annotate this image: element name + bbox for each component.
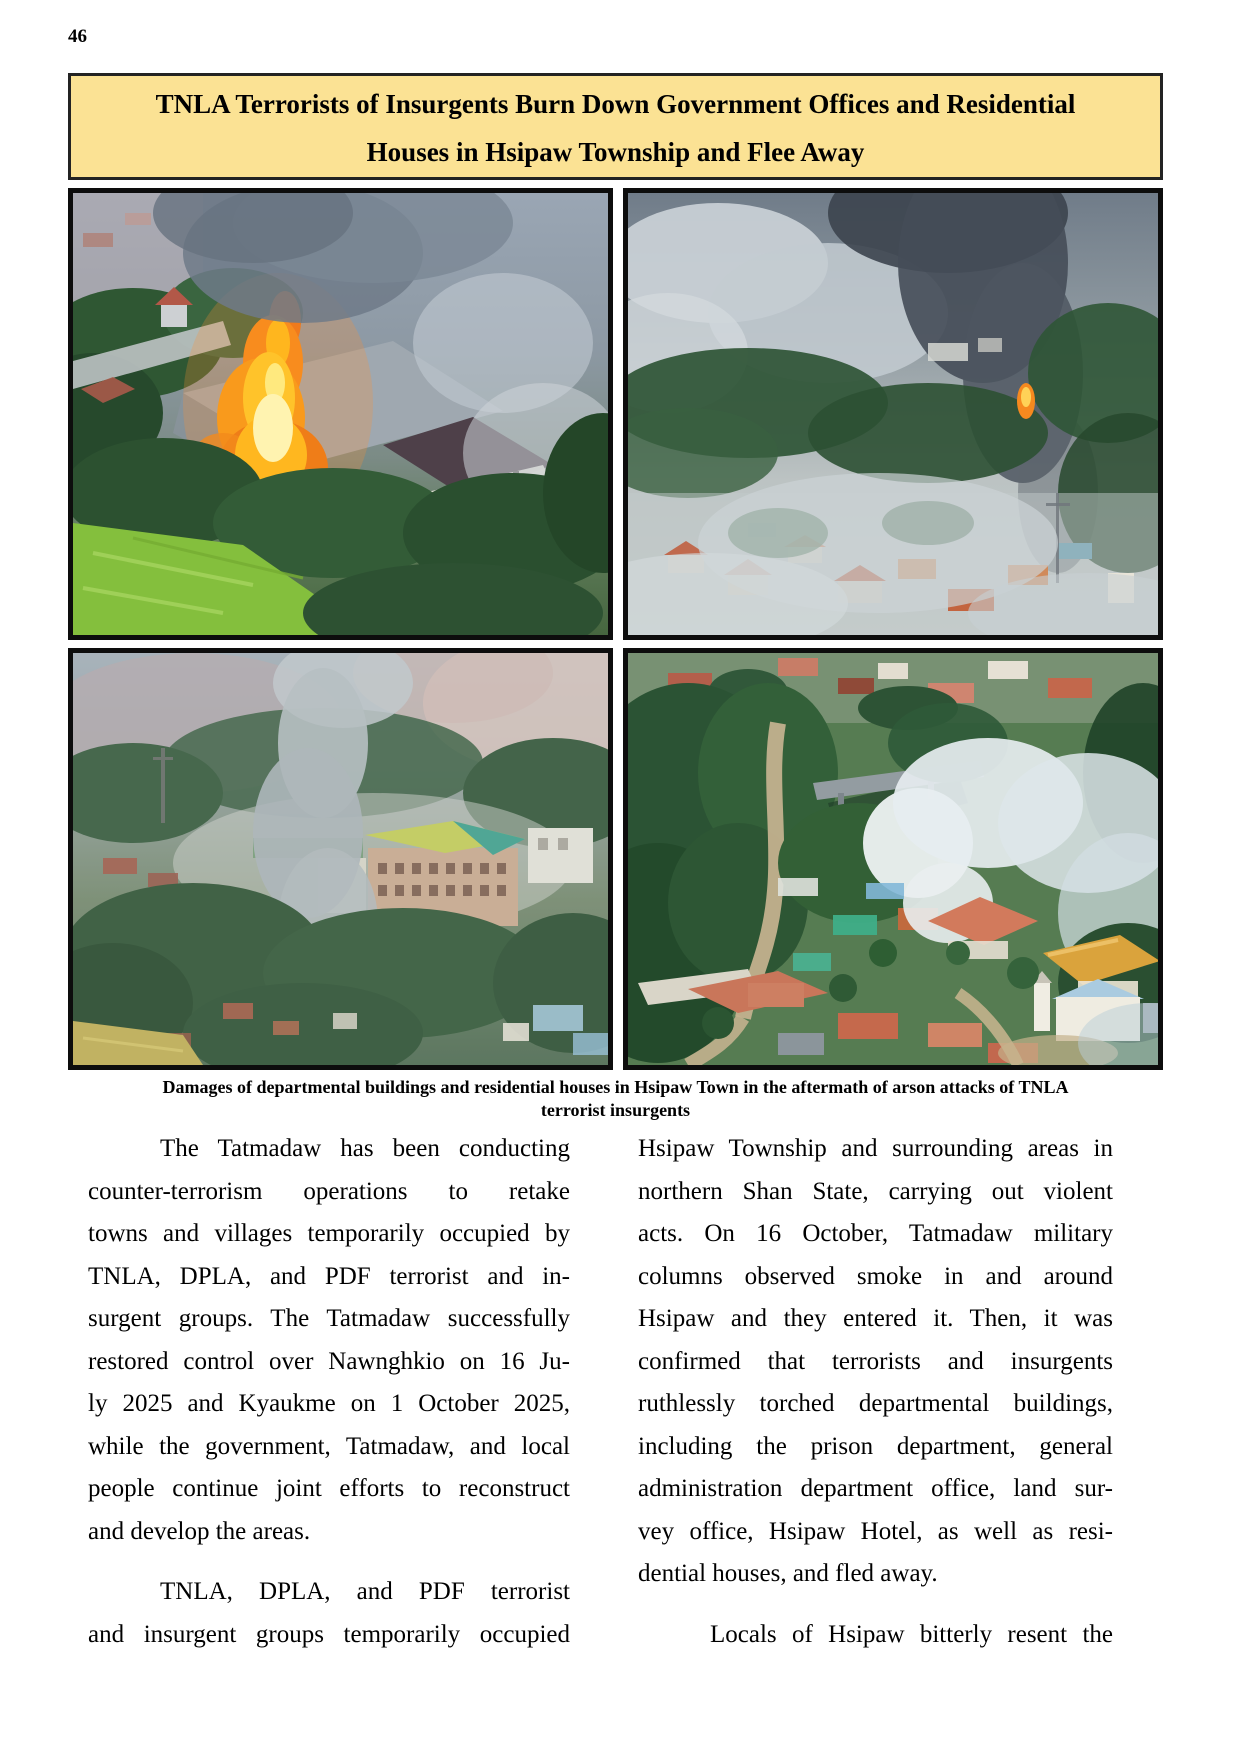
body-line: dential houses, and fled away. — [638, 1560, 938, 1587]
photo-caption-line-1: Damages of departmental buildings and residential houses in Hsipaw Town in the aftermath of arson attacks of TNLA — [162, 1077, 1069, 1097]
body-line: columns observed smoke in and around — [638, 1262, 1113, 1290]
article-column-right — [638, 1128, 1113, 1656]
paragraph — [638, 1128, 1113, 1596]
photo-grid — [68, 188, 1163, 1070]
body-line: and develop the areas. — [88, 1517, 311, 1545]
headline-banner — [68, 73, 1163, 180]
body-line: The Tatmadaw has been conducting — [160, 1135, 570, 1162]
body-line: Hsipaw Township and surrounding areas in — [638, 1135, 1113, 1162]
body-line: northern Shan State, carrying out violent — [638, 1177, 1113, 1205]
headline-line-2: Houses in Hsipaw Township and Flee Away — [366, 137, 865, 167]
body-line: Hsipaw and they entered it. Then, it was — [638, 1305, 1113, 1332]
body-line: including the prison department, general — [638, 1432, 1113, 1460]
headline-line-1: TNLA Terrorists of Insurgents Burn Down Government Offices and Residential — [155, 89, 1076, 119]
body-line: confirmed that terrorists and insurgents — [638, 1347, 1113, 1375]
photo-burning-building-image — [73, 193, 608, 635]
body-line: ruthlessly torched departmental buildings, — [638, 1390, 1113, 1417]
body-line: acts. On 16 October, Tatmadaw military — [638, 1220, 1113, 1247]
body-line: surgent groups. The Tatmadaw successfully — [88, 1305, 570, 1332]
article-body — [88, 1128, 1113, 1656]
article-column-left — [88, 1128, 570, 1656]
body-line: counter-terrorism operations to retake — [88, 1177, 570, 1205]
body-line: towns and villages temporarily occupied by — [88, 1220, 570, 1247]
page-number: 46 — [68, 26, 87, 47]
photo-town-dark-smoke-image — [628, 193, 1158, 635]
body-line: restored control over Nawnghkio on 16 Ju- — [88, 1347, 570, 1375]
body-line: TNLA, DPLA, and PDF terrorist — [160, 1578, 570, 1605]
photo-hazy-town-hotel — [68, 648, 613, 1070]
photo-village-smoke-plume — [623, 648, 1163, 1070]
paragraph — [88, 1128, 570, 1553]
body-line: ly 2025 and Kyaukme on 1 October 2025, — [88, 1390, 570, 1417]
body-line: vey office, Hsipaw Hotel, as well as resi- — [638, 1517, 1113, 1545]
photo-village-smoke-plume-image — [628, 653, 1158, 1065]
photo-town-dark-smoke — [623, 188, 1163, 640]
body-line: Locals of Hsipaw bitterly resent the — [710, 1620, 1113, 1648]
body-line: people continue joint efforts to reconstruct — [88, 1475, 570, 1502]
photo-hazy-town-hotel-image — [73, 653, 608, 1065]
paragraph — [88, 1571, 570, 1656]
body-line: TNLA, DPLA, and PDF terrorist and in- — [88, 1262, 570, 1290]
body-line: and insurgent groups temporarily occupied — [88, 1620, 570, 1648]
paragraph — [638, 1614, 1113, 1657]
body-line: while the government, Tatmadaw, and local — [88, 1432, 570, 1460]
photo-caption-line-2: terrorist insurgents — [540, 1100, 691, 1120]
photo-burning-building — [68, 188, 613, 640]
photo-caption — [68, 1076, 1163, 1122]
body-line: administration department office, land sur- — [638, 1475, 1113, 1502]
